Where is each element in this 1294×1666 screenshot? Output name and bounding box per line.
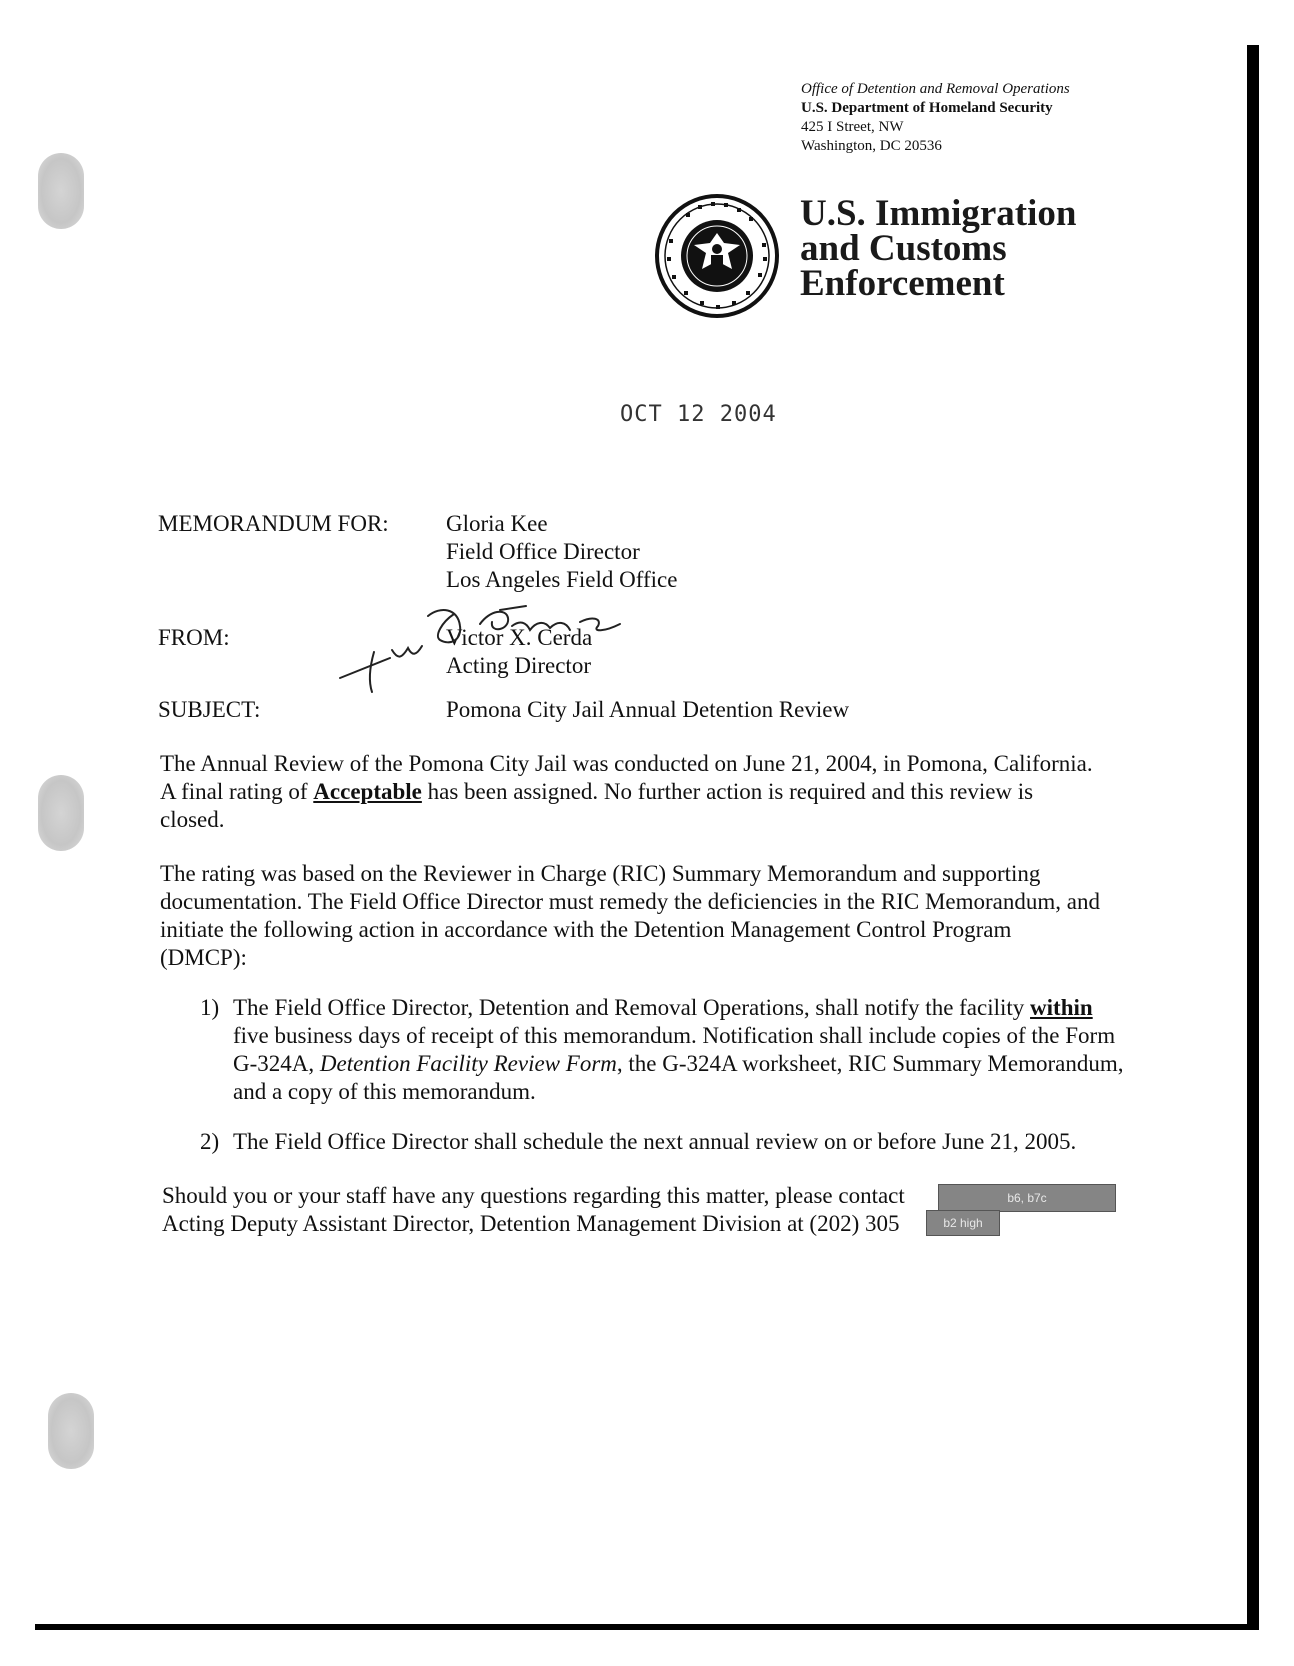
item-1-number: 1): [200, 995, 220, 1020]
paragraph-basis: The rating was based on the Reviewer in Charge (RIC) Summary Memorandum and supporting documentation. The Field Office Director must remedy the deficiencies in the RIC Memorandum, and initiate the following action in accordance with the Detention Management Control Program (DMCP):: [160, 861, 1100, 970]
memo-for-office: Los Angeles Field Office: [446, 567, 678, 592]
punch-hole-middle: [38, 775, 84, 851]
item-1-form-title: Detention Facility Review Form: [319, 1051, 617, 1076]
item-1-text-a: The Field Office Director, Detention and Removal Operations, shall notify the facility: [233, 995, 1031, 1020]
item-1-emphasis: within: [1030, 995, 1093, 1020]
memo-for-label: MEMORANDUM FOR:: [158, 511, 389, 536]
redaction-box-contact: b6, b7c: [938, 1184, 1116, 1212]
subject-value: Pomona City Jail Annual Detention Review: [446, 697, 850, 722]
memo-for-title: Field Office Director: [446, 539, 640, 564]
from-label: FROM:: [158, 625, 230, 650]
punch-hole-bottom: [48, 1393, 94, 1469]
memo-for-name: Gloria Kee: [446, 511, 548, 536]
item-1-text-c: , the G-324A worksheet, RIC Summary Memorandum, and a copy of this memorandum.: [233, 1051, 1124, 1104]
redaction-box-phone: b2 high: [926, 1210, 1000, 1236]
paragraph-result: [160, 750, 1100, 834]
office-line: Office of Detention and Removal Operations: [801, 81, 1070, 97]
rating-value: Acceptable: [313, 779, 422, 804]
closing-line-1: Should you or your staff have any questions regarding this matter, please contact: [162, 1183, 905, 1208]
street-line: 425 I Street, NW: [801, 119, 904, 135]
department-line: U.S. Department of Homeland Security: [801, 100, 1053, 116]
scan-edge-bottom: [35, 1624, 1259, 1630]
item-1-text-b: five business days of receipt of this memorandum. Notification shall include copies of the Form G-324A,: [233, 1023, 1116, 1076]
city-line: Washington, DC 20536: [801, 138, 942, 154]
handwritten-signature: [330, 600, 670, 700]
punch-hole-top: [38, 153, 84, 229]
from-title: Acting Director: [446, 653, 591, 678]
agency-line2: and Customs: [800, 228, 1007, 269]
agency-line1: U.S. Immigration: [800, 193, 1077, 234]
from-name: Victor X. Cerda: [446, 625, 593, 650]
agency-line3: Enforcement: [800, 263, 1005, 304]
date-stamp: OCT 12 2004: [620, 402, 777, 427]
dhs-seal-icon: [654, 193, 780, 319]
agency-name: [800, 193, 1077, 304]
closing-line-2: Acting Deputy Assistant Director, Detention Management Division at (202) 305: [162, 1211, 900, 1236]
p1-text-start: The Annual Review of the Pomona City Jail was conducted on June 21, 2004, in Pomona, California. A final rating of: [160, 751, 1093, 804]
letterhead-address: [801, 80, 1070, 156]
item-1-text: [233, 994, 1133, 1106]
subject-label: SUBJECT:: [158, 697, 261, 722]
scan-edge-right: [1247, 45, 1259, 1630]
item-2-text: The Field Office Director shall schedule the next annual review on or before June 21, 2005.: [233, 1129, 1077, 1154]
p1-text-end: has been assigned. No further action is required and this review is closed.: [160, 779, 1034, 832]
item-2-number: 2): [200, 1129, 220, 1154]
